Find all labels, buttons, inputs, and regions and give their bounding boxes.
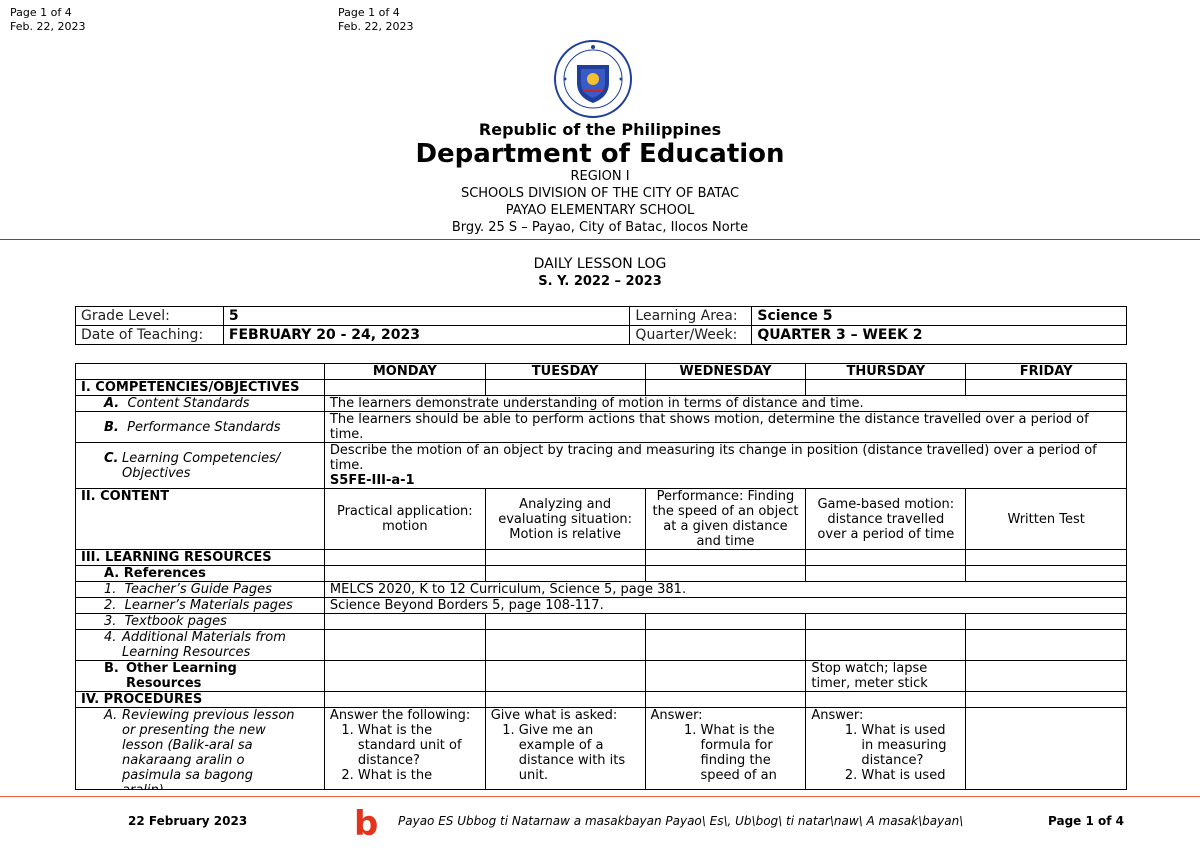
lesson-info-table [75, 306, 1127, 345]
table-row [76, 566, 1127, 582]
page-number: Page 1 of 4 [10, 6, 72, 19]
page-header-left [10, 6, 85, 34]
footer-date: 22 February 2023 [128, 814, 248, 828]
table-row [76, 443, 1127, 489]
brand-logo[interactable]: b [354, 804, 379, 844]
learners-materials-text: Science Beyond Borders 5, page 108-117. [324, 598, 1126, 614]
table-row [76, 396, 1127, 412]
info-row [76, 326, 1127, 345]
school-address: Brgy. 25 S – Payao, City of Batac, Ilocos Norte [451, 220, 749, 235]
competency-code: S5FE-III-a-1 [329, 473, 415, 488]
deped-seal-icon [553, 39, 633, 119]
row-label: 4. Additional Materials from Learning Resources [76, 630, 325, 661]
day-header: WEDNESDAY [645, 364, 806, 380]
row-label: A. References [76, 566, 325, 582]
row-label: A. Content Standards [76, 396, 325, 412]
table-row [76, 614, 1127, 630]
division: SCHOOLS DIVISION OF THE CITY OF BATAC [460, 186, 740, 201]
table-cut-edge [75, 789, 1127, 790]
quarter-label: Quarter/Week: [630, 326, 752, 345]
table-row [76, 661, 1127, 692]
content-day: Game-based motion: distance travelled over a period of time [806, 489, 966, 550]
row-label: 2. Learner’s Materials pages [76, 598, 325, 614]
review-thursday: Answer: 1. What is used in measuring distance? 2. What is used [806, 708, 966, 799]
content-standards-text: The learners demonstrate understanding of motion in terms of distance and time. [324, 396, 1126, 412]
day-header: MONDAY [324, 364, 485, 380]
page-header-right [338, 6, 413, 34]
area-label: Learning Area: [630, 307, 752, 326]
row-label: B. Other Learning Resources [76, 661, 325, 692]
republic-heading: Republic of the Philippines [478, 120, 722, 139]
section-heading: II. CONTENT [76, 489, 325, 550]
quarter-value: QUARTER 3 – WEEK 2 [752, 326, 1127, 345]
daily-lesson-log-table [75, 363, 1127, 799]
footer-divider [0, 796, 1200, 797]
table-row [76, 489, 1127, 550]
grade-label: Grade Level: [76, 307, 224, 326]
other-resources-thursday: Stop watch; lapse timer, meter stick [806, 661, 966, 692]
table-row [76, 630, 1127, 661]
page-number: Page 1 of 4 [338, 6, 400, 19]
teachers-guide-text: MELCS 2020, K to 12 Curriculum, Science 5, page 381. [324, 582, 1126, 598]
day-header: THURSDAY [806, 364, 966, 380]
table-row [76, 582, 1127, 598]
document-title: DAILY LESSON LOG [533, 256, 667, 272]
section-heading: I. COMPETENCIES/OBJECTIVES [76, 380, 325, 396]
content-day: Performance: Finding the speed of an object at a given distance and time [645, 489, 806, 550]
row-label: 3. Textbook pages [76, 614, 325, 630]
grade-value: 5 [223, 307, 630, 326]
day-header: TUESDAY [485, 364, 645, 380]
day-header: FRIDAY [966, 364, 1127, 380]
page-date: Feb. 22, 2023 [10, 20, 86, 33]
table-row [76, 692, 1127, 708]
section-heading: III. LEARNING RESOURCES [76, 550, 325, 566]
row-label: 1. Teacher’s Guide Pages [76, 582, 325, 598]
school-year: S. Y. 2022 – 2023 [538, 274, 662, 289]
section-heading: IV. PROCEDURES [76, 692, 325, 708]
table-row [76, 412, 1127, 443]
review-tuesday: Give what is asked: 1. Give me an example of a distance with its unit. [485, 708, 645, 799]
region: REGION I [570, 169, 630, 184]
content-day: Practical application: motion [324, 489, 485, 550]
performance-standards-text: The learners should be able to perform actions that shows motion, determine the distance travelled over a period of time. [324, 412, 1126, 443]
learning-competencies-text: Describe the motion of an object by tracing and measuring its change in position (distance travelled) over a period of time. S5FE-III-a-1 [324, 443, 1126, 489]
content-day: Written Test [966, 489, 1127, 550]
row-label: C. Learning Competencies/ Objectives [76, 443, 325, 489]
header-divider [0, 239, 1200, 240]
date-value: FEBRUARY 20 - 24, 2023 [223, 326, 630, 345]
table-row [76, 380, 1127, 396]
area-value: Science 5 [752, 307, 1127, 326]
corner-cell [76, 364, 325, 380]
school-name: PAYAO ELEMENTARY SCHOOL [505, 203, 695, 218]
table-row [76, 598, 1127, 614]
info-row [76, 307, 1127, 326]
table-row [76, 708, 1127, 799]
content-day: Analyzing and evaluating situation: Motion is relative [485, 489, 645, 550]
table-row [76, 550, 1127, 566]
date-label: Date of Teaching: [76, 326, 224, 345]
department-heading: Department of Education [415, 139, 785, 169]
footer-text: Payao ES Ubbog ti Natarnaw a masakbayan Payao\ Es\, Ub\bog\ ti natar\naw\ A masak\bayan\ [398, 814, 964, 828]
review-wednesday: Answer: 1. What is the formula for finding the speed of an [645, 708, 806, 799]
footer-page-number: Page 1 of 4 [1048, 814, 1124, 828]
page-date: Feb. 22, 2023 [338, 20, 414, 33]
review-monday: Answer the following: 1. What is the standard unit of distance? 2. What is the [324, 708, 485, 799]
row-label: B. Performance Standards [76, 412, 325, 443]
day-header-row [76, 364, 1127, 380]
row-label: A. Reviewing previous lesson or presenting the new lesson (Balik-aral sa nakaraang aralin o pasimula sa bagong [76, 708, 325, 799]
